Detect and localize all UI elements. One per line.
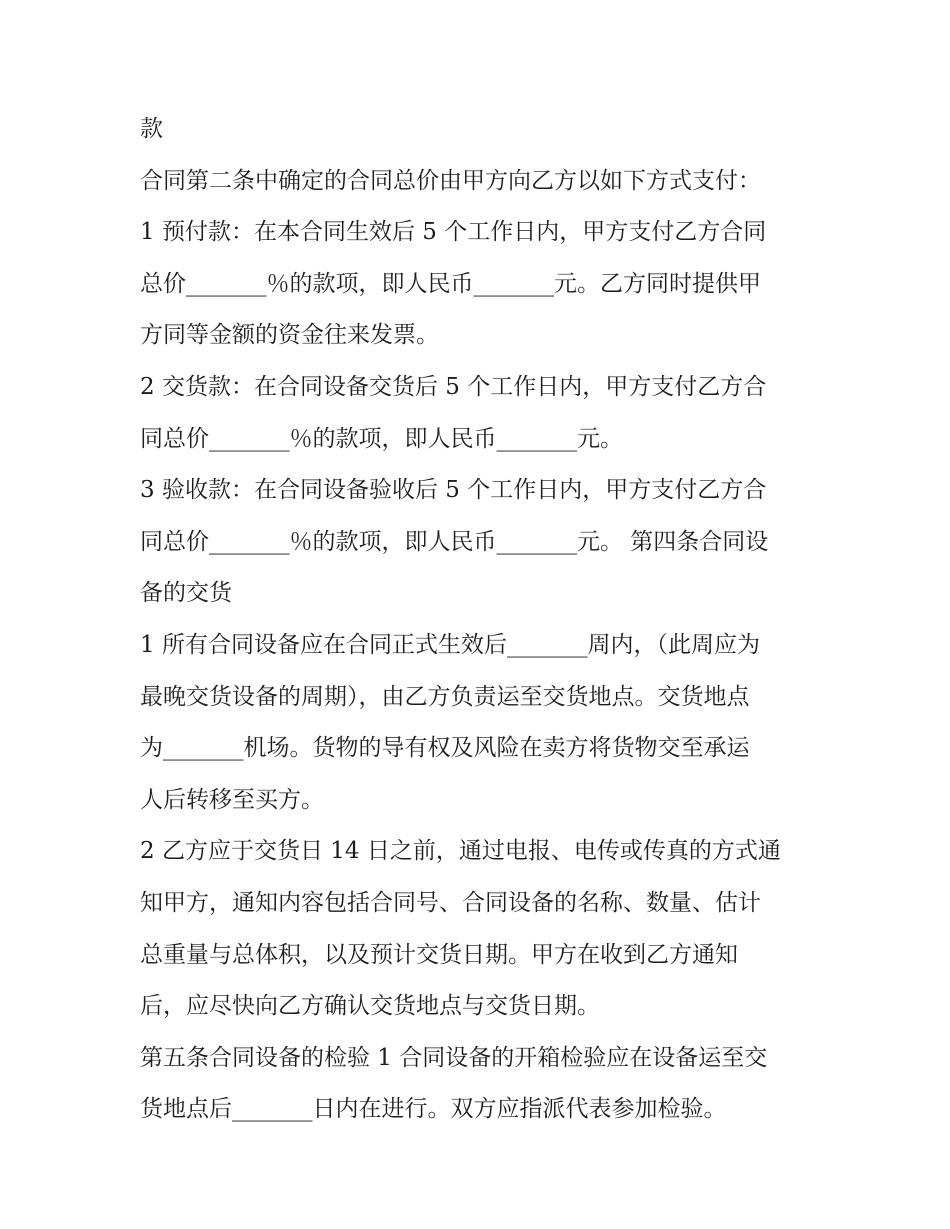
text-line: 为_______机场。货物的导有权及风险在卖方将货物交至承运 [140,735,750,762]
text-line: 3 验收款：在合同设备验收后 5 个工作日内，甲方支付乙方合 [140,477,767,504]
text-line: 货地点后_______日内在进行。双方应指派代表参加检验。 [140,1096,727,1123]
text-line: 备的交货 [140,580,232,607]
text-line: 总价_______％的款项，即人民币_______元。乙方同时提供甲 [140,270,761,297]
text-line: 同总价_______％的款项，即人民币_______元。 第四条合同设 [140,528,769,555]
text-line: 人后转移至买方。 [140,786,324,813]
text-line: 1 预付款：在本合同生效后 5 个工作日内，甲方支付乙方合同 [140,219,767,246]
text-line: 方同等金额的资金往来发票。 [140,322,439,349]
text-line: 第五条合同设备的检验 1 合同设备的开箱检验应在设备运至交 [140,1044,768,1071]
text-line: 合同第二条中确定的合同总价由甲方向乙方以如下方式支付： [140,167,761,194]
text-line: 2 交货款：在合同设备交货后 5 个工作日内，甲方支付乙方合 [140,373,767,400]
text-line: 2 乙方应于交货日 14 日之前，通过电报、电传或传真的方式通 [140,838,781,865]
text-line: 知甲方，通知内容包括合同号、合同设备的名称、数量、估计 [140,889,761,916]
text-line: 总重量与总体积，以及预计交货日期。甲方在收到乙方通知 [140,941,738,968]
text-line: 同总价_______％的款项，即人民币_______元。 [140,425,623,452]
document-page [140,104,820,1136]
text-line: 后，应尽快向乙方确认交货地点与交货日期。 [140,993,600,1020]
text-line: 1 所有合同设备应在合同正式生效后_______周内，（此周应为 [140,631,760,658]
text-line: 最晚交货设备的周期），由乙方负责运至交货地点。交货地点 [140,683,750,710]
text-line: 款 [140,116,163,142]
